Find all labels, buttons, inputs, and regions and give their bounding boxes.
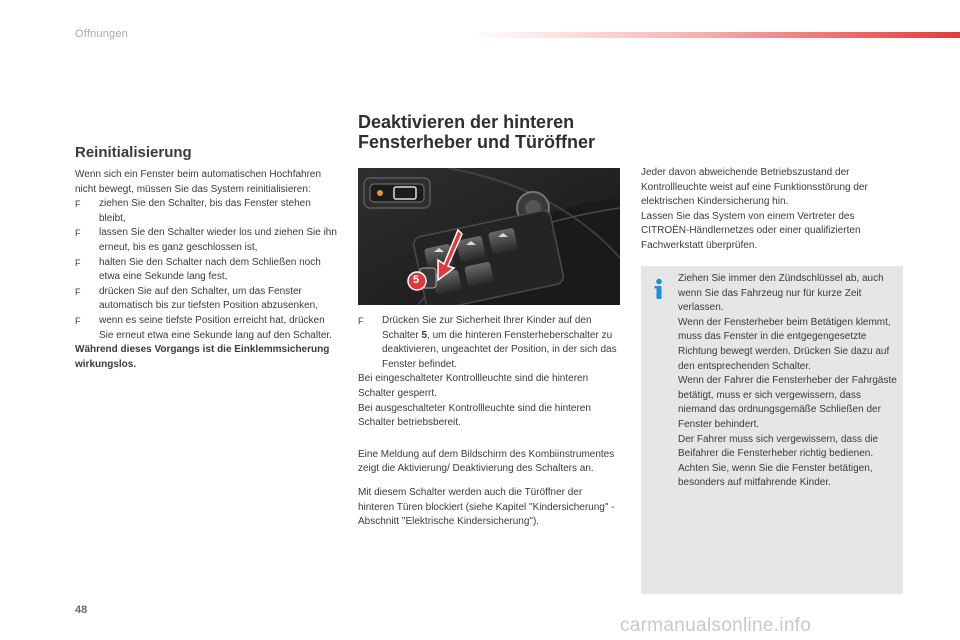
watermark: carmanualsonline.info [620,615,812,636]
info-box [641,266,903,594]
list-item-text: drücken Sie auf den Schalter, um das Fenster automatisch bis zur tiefsten Position abzusenken, [99,285,319,312]
bullet-marker: F [75,199,81,210]
deactivate-step-text-cont: , um die hinteren Fensterheberschalter zu deaktivieren, ungeachtet der Position, in der sich das Fenster befindet. [382,329,617,370]
list-item [75,197,340,226]
malfunction-body [641,166,901,254]
reinit-steps [75,197,340,343]
display-message-text: Eine Meldung auf dem Bildschirm des Kombiinstrumentes zeigt die Aktivierung/ Deaktivierung des Schalters an. [358,448,615,475]
list-item-text: ziehen Sie den Schalter, bis das Fenster stehen bleibt, [99,198,311,224]
header-accent-bar [470,32,960,38]
section-title: Öffnungen [75,28,128,40]
list-item [75,226,340,255]
reinit-intro: Wenn sich ein Fenster beim automatischen Hochfahren nicht bewegt, müssen Sie das System reinitialisieren: [75,169,322,195]
photo-callout-5: 5 [413,274,420,286]
bullet-marker: F [358,316,364,326]
main-title-line-1: Deaktivieren der hinteren [358,112,575,132]
door-switch-photo [358,168,620,305]
deactivate-steps [358,314,620,372]
bullet-marker: F [75,228,81,239]
list-item [75,256,340,285]
list-item [358,314,620,372]
deactivate-body [358,314,620,530]
info-paragraph: Wenn der Fensterheber beim Betätigen klemmt, muss das Fenster in die entgegengesetzte Richtung bewegt werden. Drücken Sie dazu auf den entsprechenden Schalter. [678,316,891,372]
list-item [75,285,340,314]
main-title-line-2: Fensterheber und Türöffner [358,132,596,152]
list-item [75,314,340,343]
info-paragraph: Ziehen Sie immer den Zündschlüssel ab, auch wenn Sie das Fahrzeug nur für kurze Zeit verlassen. [678,273,884,314]
info-paragraph: Achten Sie, wenn Sie die Fenster betätigen, besonders auf mitfahrende Kinder. [678,462,873,489]
reinit-title: Reinitialisierung [75,144,192,161]
service-text: Lassen Sie das System von einem Vertreter des CITROËN-Händlernetzes oder einer qualifizierten Fachwerkstatt überprüfen. [641,210,861,251]
list-item-text: lassen Sie den Schalter wieder los und ziehen Sie ihn erneut, bis es ganz geschlossen ist, [99,227,337,253]
list-item-text: halten Sie den Schalter nach dem Schließen noch etwa eine Sekunde lang fest, [99,256,321,283]
malfunction-text: Jeder davon abweichende Betriebszustand der Kontrollleuchte weist auf eine Funktionsstörung der elektrischen Kindersicherung hin. [641,167,868,208]
info-paragraph: Wenn der Fahrer die Fensterheber der Fahrgäste betätigt, muss er sich vergewissern, dass niemand das ordnungsgemäße Schließen der Fenster behindert. [678,375,897,430]
lamp-on-text: Bei eingeschalteter Kontrollleuchte sind die hinteren Schalter gesperrt. [358,373,589,399]
list-item-text: wenn es seine tiefste Position erreicht hat, drücken Sie erneut etwa eine Sekunde lang auf den Schalter. [99,314,332,341]
door-lock-text: Mit diesem Schalter werden auch die Türöffner der hinteren Türen blockiert (siehe Kapitel "Kindersicherung" - Abschnitt "Elektrische Kindersicherung"). [358,486,615,528]
bullet-marker: F [75,257,81,268]
info-text [678,272,898,491]
info-icon [651,278,667,300]
bullet-marker: F [75,315,81,326]
bullet-marker: F [75,286,81,297]
info-paragraph: Der Fahrer muss sich vergewissern, dass die Beifahrer die Fensterheber richtig bedienen. [678,433,879,460]
switch-number: 5 [421,329,428,341]
reinit-body [75,168,340,372]
deactivate-step-text: Drücken Sie zur Sicherheit Ihrer Kinder auf den Schalter [382,315,592,341]
page-number: 48 [75,604,88,616]
door-switch-illustration [358,168,620,305]
lamp-off-text: Bei ausgeschalteter Kontrollleuchte sind die hinteren Schalter betriebsbereit. [358,402,591,429]
main-title [358,112,628,152]
reinit-warning: Während dieses Vorgangs ist die Einklemmsicherung wirkungslos. [75,344,330,370]
